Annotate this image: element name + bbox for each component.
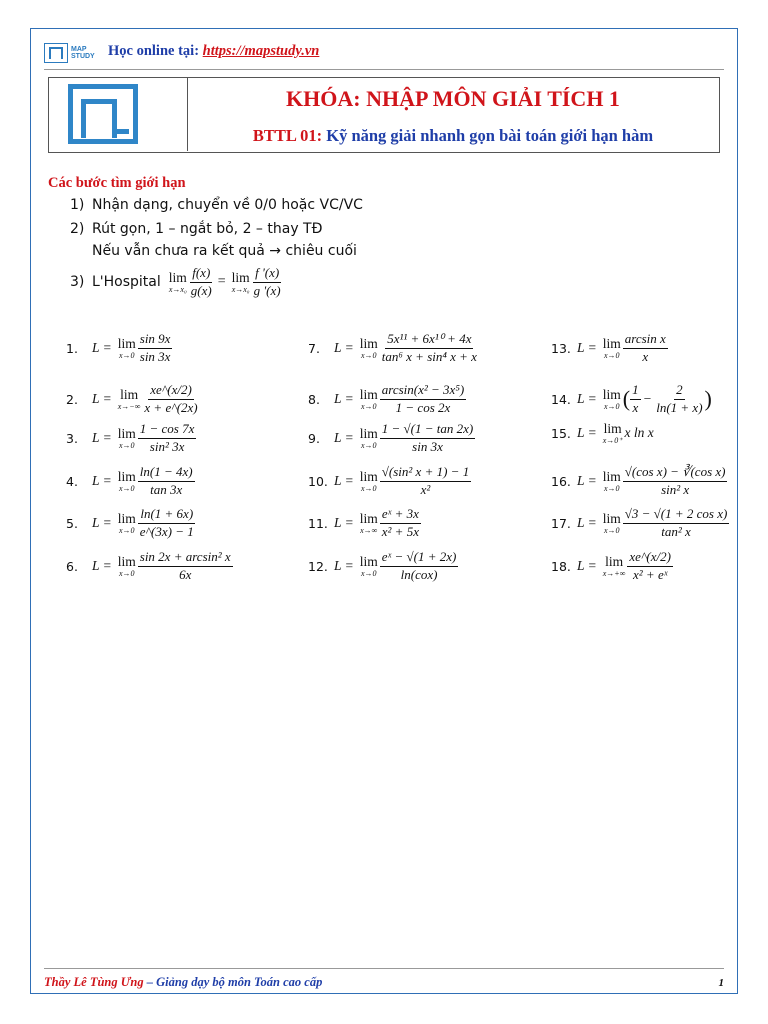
exercise-1: 1. L = lim x→0 $\frac{\sin 9x}{\sin 3x}$ [66, 331, 171, 364]
lesson-code: BTTL 01: [252, 126, 323, 145]
exercise-3: 3. L = lim x→0 $\frac{1 - \cos 7x}{\text{sin² 3x}}$ [66, 421, 195, 454]
exercise-17: 17. L = lim x→0 $\frac{\text{√3 − √(1 + 2 cos x)}}{\text{tan² x}}$ [551, 506, 728, 539]
brand-line1: MAP [71, 46, 87, 53]
author-role: Giảng dạy bộ môn Toán cao cấp [156, 975, 323, 989]
lesson-title: Kỹ năng giải nhanh gọn bài toán giới hạn hàm [326, 126, 654, 145]
step-1: 1) Nhận dạng, chuyển về 0/0 hoặc VC/VC [70, 197, 363, 213]
steps-heading: Các bước tìm giới hạn [48, 175, 186, 191]
mapstudy-logo-icon [68, 84, 138, 144]
logo-cell [49, 78, 188, 151]
author-name: Thầy Lê Tùng Ưng [44, 975, 144, 989]
exercise-11: 11. L = lim x→∞ $\frac{\text{eˣ + 3x}}{\text{x² + 5x}}$ [308, 506, 419, 539]
exercise-9: 9. L = lim x→0 $\frac{1 - √(1 - \tan 2x)}{\sin 3x}$ [308, 421, 474, 454]
exercise-5: 5. L = lim x→0 $\frac{\ln(1 + 6x)}{e\^{}(3x) - 1}$ [66, 506, 194, 539]
exercise-14: 14. L = lim x→0 ( $\frac{1}{x}$ − $\frac{2}{\ln(1 + x)}$ ) [551, 382, 712, 415]
footer-credit: Thầy Lê Tùng Ưng – Giảng dạy bộ môn Toán cao cấp [44, 975, 323, 989]
online-url-link[interactable]: https://mapstudy.vn [202, 43, 320, 59]
brand-line2: STUDY [71, 53, 95, 60]
exercise-8: 8. L = lim x→0 $\frac{\text{arcsin(x² − 3x⁵)}}{1 - \cos 2x}$ [308, 382, 465, 415]
online-label: Học online tại: [108, 43, 200, 59]
exercise-10: 10. L = lim x→0 $\frac{\text{√(sin² x + 1) − 1}}{\text{x²}}$ [308, 464, 470, 497]
brand-text [71, 46, 95, 60]
title-box [48, 77, 720, 153]
lesson-subtitle [187, 126, 719, 146]
header-divider [44, 69, 724, 70]
footer-divider [44, 968, 724, 969]
exercise-18: 18. L = lim x→+∞ $\frac{xe\^{}(x/2)}{\text{x² + eˣ}}$ [551, 549, 671, 582]
exercise-7: 7. L = lim x→0 $\frac{\text{5x¹¹ + 6x¹⁰ + 4x}}{\text{tan⁶ x + sin⁴ x + x}}$ [308, 331, 477, 364]
exercise-13: 13. L = lim x→0 $\frac{\text{arcsin x}}{x}$ [551, 331, 666, 364]
logo-icon [44, 43, 68, 63]
mapstudy-logo-small [44, 40, 95, 66]
exercise-4: 4. L = lim x→0 $\frac{\ln(1 - 4x)}{\tan 3x}$ [66, 464, 193, 497]
exercise-12: 12. L = lim x→0 $\frac{\text{eˣ − √(1 + 2x)}}{\text{ln(cox)}}$ [308, 549, 457, 582]
course-title: KHÓA: NHẬP MÔN GIẢI TÍCH 1 [286, 86, 620, 111]
online-line [108, 43, 319, 60]
step-2-note: Nếu vẫn chưa ra kết quả → chiêu cuối [92, 243, 357, 259]
exercise-6: 6. L = lim x→0 $\frac{\text{sin 2x + arcsin² x}}{6x}$ [66, 549, 231, 582]
exercise-15: 15. L = lim x→0⁺ x ln x [551, 421, 654, 445]
exercise-16: 16. L = lim x→0 $\frac{\text{√(cos x) − ∛(cos x)}}{\text{sin² x}}$ [551, 464, 726, 497]
step-3: 3) L'Hospital lim x→x₀ $\frac{f(x)}{g(x)}$ = lim x→x₀ $\frac{f '(x)}{g '(x)}$ [70, 265, 281, 298]
exercise-2: 2. L = lim x→−∞ $\frac{xe\^{}(x/2)}{x + e\^{}(2x)}$ [66, 382, 198, 415]
page-number: 1 [718, 977, 724, 989]
step-2: 2) Rút gọn, 1 – ngắt bỏ, 2 – thay TĐ [70, 221, 323, 237]
